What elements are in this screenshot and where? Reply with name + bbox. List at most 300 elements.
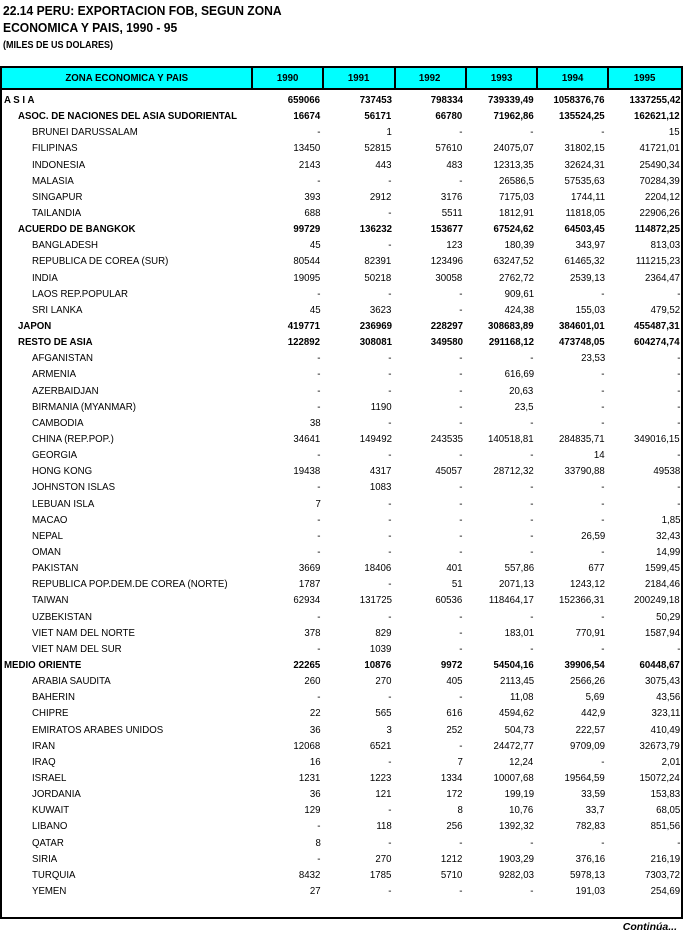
value-text: 1039 (370, 642, 392, 655)
value-cell-1994 (537, 786, 608, 802)
table-row-country (2, 302, 681, 318)
value-text: 60536 (435, 594, 463, 607)
value-text: - (317, 642, 321, 655)
value-text: 1223 (370, 771, 392, 784)
value-cell-1993 (466, 286, 537, 302)
row-label-text: OMAN (32, 546, 61, 558)
value-cell-1991 (323, 479, 394, 495)
value-cell-1992 (395, 399, 466, 415)
value-cell-1992 (395, 770, 466, 786)
value-text: 1744,11 (570, 190, 605, 203)
value-cell-1992 (395, 124, 466, 140)
value-cell-1993 (466, 705, 537, 721)
row-label-text: BAHERIN (32, 691, 75, 704)
value-cell-1992 (395, 738, 466, 754)
row-label (2, 302, 252, 318)
value-cell-1991 (323, 592, 394, 608)
value-cell-1994 (537, 705, 608, 721)
value-cell-1993 (466, 689, 537, 705)
value-cell-1992 (395, 786, 466, 802)
value-text: - (388, 239, 392, 252)
value-text: 123496 (430, 255, 463, 268)
value-cell-1994 (537, 318, 608, 334)
value-cell-1994 (537, 576, 608, 592)
value-cell-1992 (395, 496, 466, 512)
value-text: - (530, 416, 534, 429)
value-text: 67524,62 (493, 223, 534, 236)
value-text: 813,03 (650, 239, 680, 252)
value-cell-1991 (323, 834, 394, 850)
value-text: - (676, 287, 680, 300)
value-cell-1994 (537, 399, 608, 415)
value-cell-1994 (537, 302, 608, 318)
value-cell-1995 (608, 89, 681, 108)
value-cell-1993 (466, 512, 537, 528)
value-cell-1995 (608, 496, 681, 512)
column-header-1992: 1992 (395, 68, 466, 89)
value-text: - (459, 400, 463, 413)
row-label (2, 479, 252, 495)
row-label-text: TURQUIA (32, 868, 76, 881)
row-label-text: LAOS REP.POPULAR (32, 287, 128, 300)
value-text: - (676, 384, 680, 397)
value-text: - (601, 610, 605, 623)
value-cell-1995 (608, 641, 681, 657)
value-text: 1787 (298, 578, 321, 591)
value-text: 6521 (370, 739, 392, 752)
value-text: 199,19 (504, 788, 534, 801)
value-text: 54504,16 (493, 658, 534, 671)
value-cell-1995 (608, 867, 681, 883)
value-text: - (530, 836, 534, 849)
value-cell-1990 (252, 189, 323, 205)
title-line-1: 22.14 PERU: EXPORTACION FOB, SEGUN ZONA (3, 3, 282, 18)
value-cell-1991 (323, 512, 394, 528)
value-text: - (601, 126, 605, 139)
value-cell-1992 (395, 447, 466, 463)
row-label-text: SRI LANKA (32, 303, 83, 316)
value-cell-1990 (252, 431, 323, 447)
value-text: 2,01 (661, 755, 680, 768)
value-text: 24472,77 (493, 739, 534, 752)
value-text: 50218 (364, 271, 392, 284)
value-text: 909,61 (504, 287, 534, 300)
value-text: 68,05 (655, 804, 680, 817)
value-text: 216,19 (650, 852, 680, 865)
value-text: - (388, 691, 392, 704)
value-text: 12313,35 (493, 158, 534, 171)
value-cell-1993 (466, 818, 537, 834)
value-cell-1993 (466, 770, 537, 786)
value-cell-1990 (252, 673, 323, 689)
value-text: 22 (309, 707, 321, 720)
value-text: 129 (304, 804, 321, 817)
table-row-country (2, 609, 681, 625)
row-label-text: REPUBLICA DE COREA (SUR) (32, 255, 169, 268)
row-label (2, 350, 252, 366)
value-cell-1994 (537, 754, 608, 770)
value-text: - (530, 610, 534, 623)
value-cell-1993 (466, 802, 537, 818)
value-cell-1993 (466, 528, 537, 544)
value-cell-1991 (323, 786, 394, 802)
value-text: - (601, 546, 605, 558)
value-cell-1994 (537, 140, 608, 156)
table-row-country (2, 883, 681, 899)
value-cell-1993 (466, 641, 537, 657)
value-text: - (676, 836, 680, 849)
value-text: - (459, 739, 463, 752)
value-text: 782,83 (575, 820, 605, 833)
value-cell-1995 (608, 802, 681, 818)
row-label (2, 140, 252, 156)
value-cell-1991 (323, 609, 394, 625)
row-label (2, 108, 252, 124)
row-label (2, 576, 252, 592)
value-cell-1994 (537, 463, 608, 479)
value-text: 5978,13 (569, 868, 605, 881)
value-cell-1990 (252, 834, 323, 850)
value-cell-1992 (395, 592, 466, 608)
value-cell-1991 (323, 802, 394, 818)
value-cell-1990 (252, 318, 323, 334)
table-row-country (2, 641, 681, 657)
value-cell-1991 (323, 818, 394, 834)
row-label-text: TAIWAN (32, 594, 69, 607)
value-text: 153677 (430, 223, 463, 236)
row-label (2, 253, 252, 269)
value-text: 1083 (370, 481, 392, 494)
value-cell-1993 (466, 625, 537, 641)
value-cell-1993 (466, 867, 537, 883)
value-cell-1992 (395, 479, 466, 495)
table-row-country (2, 770, 681, 786)
value-cell-1992 (395, 544, 466, 560)
table-row-country (2, 512, 681, 528)
table-row-subzone-total (2, 108, 681, 124)
row-label-text: EMIRATOS ARABES UNIDOS (32, 723, 164, 736)
value-cell-1994 (537, 770, 608, 786)
value-text: - (676, 449, 680, 462)
value-text: - (530, 642, 534, 655)
value-text: 7303,72 (645, 868, 680, 881)
row-label-text: GEORGIA (32, 449, 78, 462)
value-cell-1993 (466, 754, 537, 770)
row-label (2, 89, 252, 108)
value-text: 9709,09 (569, 739, 605, 752)
table-row-country (2, 851, 681, 867)
value-cell-1991 (323, 302, 394, 318)
value-cell-1991 (323, 383, 394, 399)
value-text: 3669 (298, 562, 321, 575)
row-label-text: HONG KONG (32, 465, 93, 478)
value-cell-1991 (323, 689, 394, 705)
value-text: 3623 (370, 303, 392, 316)
value-cell-1992 (395, 883, 466, 899)
value-text: 25490,34 (639, 158, 680, 171)
value-cell-1991 (323, 205, 394, 221)
value-cell-1992 (395, 286, 466, 302)
value-cell-1993 (466, 189, 537, 205)
value-cell-1990 (252, 786, 323, 802)
value-text: - (530, 126, 534, 139)
value-text: 851,56 (650, 820, 680, 833)
value-cell-1990 (252, 851, 323, 867)
value-cell-1994 (537, 673, 608, 689)
value-cell-1995 (608, 124, 681, 140)
value-cell-1995 (608, 705, 681, 721)
row-label (2, 366, 252, 382)
value-text: - (459, 449, 463, 462)
value-text: - (388, 416, 392, 429)
value-cell-1990 (252, 270, 323, 286)
value-text: 236969 (359, 320, 392, 333)
value-text: 180,39 (504, 239, 534, 252)
value-cell-1992 (395, 657, 466, 673)
value-text: 99729 (293, 223, 321, 236)
value-text: 32673,79 (639, 739, 680, 752)
value-cell-1990 (252, 867, 323, 883)
row-label (2, 415, 252, 431)
value-cell-1992 (395, 350, 466, 366)
value-cell-1994 (537, 237, 608, 253)
value-text: 254,69 (650, 884, 680, 897)
row-label-text: TAILANDIA (32, 207, 82, 220)
value-cell-1991 (323, 124, 394, 140)
value-cell-1994 (537, 286, 608, 302)
value-text: 419771 (288, 320, 321, 333)
row-label (2, 689, 252, 705)
value-cell-1993 (466, 609, 537, 625)
value-text: 270 (375, 852, 392, 865)
row-label-text: PAKISTAN (32, 562, 79, 575)
row-label (2, 802, 252, 818)
row-label-text: VIET NAM DEL NORTE (32, 626, 135, 639)
value-cell-1992 (395, 689, 466, 705)
row-label (2, 754, 252, 770)
value-text: 252 (446, 723, 463, 736)
value-text: - (459, 287, 463, 300)
value-cell-1992 (395, 802, 466, 818)
value-cell-1991 (323, 625, 394, 641)
value-text: 1334 (441, 771, 463, 784)
row-label (2, 657, 252, 673)
value-cell-1990 (252, 173, 323, 189)
value-cell-1993 (466, 576, 537, 592)
value-text: 16674 (293, 110, 321, 123)
value-text: - (601, 481, 605, 494)
value-cell-1991 (323, 576, 394, 592)
table-row-country (2, 173, 681, 189)
value-cell-1994 (537, 496, 608, 512)
table-row-country (2, 253, 681, 269)
row-label-text: QATAR (32, 836, 64, 849)
value-text: - (459, 610, 463, 623)
value-cell-1995 (608, 512, 681, 528)
row-label (2, 625, 252, 641)
row-label-text: YEMEN (32, 884, 67, 897)
value-cell-1995 (608, 366, 681, 382)
row-label (2, 738, 252, 754)
value-cell-1990 (252, 496, 323, 512)
value-cell-1993 (466, 657, 537, 673)
value-cell-1991 (323, 673, 394, 689)
value-text: 33790,88 (564, 465, 605, 478)
value-cell-1992 (395, 754, 466, 770)
value-cell-1992 (395, 609, 466, 625)
value-text: - (317, 513, 321, 526)
value-cell-1994 (537, 657, 608, 673)
value-text: 13450 (293, 142, 321, 155)
value-cell-1994 (537, 221, 608, 237)
column-header-1990: 1990 (252, 68, 323, 89)
value-text: 256 (446, 820, 463, 833)
value-cell-1994 (537, 851, 608, 867)
value-text: 162621,12 (634, 110, 680, 123)
value-text: 11,08 (510, 691, 534, 704)
value-text: 63247,52 (493, 255, 534, 268)
row-label-text: RESTO DE ASIA (18, 336, 93, 349)
value-cell-1990 (252, 560, 323, 576)
value-text: 8 (315, 836, 321, 849)
value-cell-1995 (608, 221, 681, 237)
value-text: - (317, 287, 321, 300)
value-cell-1994 (537, 609, 608, 625)
value-cell-1993 (466, 431, 537, 447)
value-text: - (317, 368, 321, 381)
value-text: 739339,49 (488, 94, 534, 107)
value-cell-1991 (323, 867, 394, 883)
value-text: 56171 (364, 110, 392, 123)
row-label-text: VIET NAM DEL SUR (32, 642, 122, 655)
value-cell-1991 (323, 770, 394, 786)
value-cell-1995 (608, 770, 681, 786)
table-row-country (2, 802, 681, 818)
value-text: - (676, 497, 680, 510)
value-text: 22906,26 (639, 207, 680, 220)
value-cell-1992 (395, 851, 466, 867)
row-label-text: JOHNSTON ISLAS (32, 481, 116, 494)
value-text: 405 (446, 675, 463, 688)
value-cell-1994 (537, 721, 608, 737)
value-cell-1991 (323, 544, 394, 560)
value-text: - (388, 449, 392, 462)
value-text: - (676, 352, 680, 365)
value-cell-1994 (537, 883, 608, 899)
table-row-country (2, 689, 681, 705)
value-cell-1990 (252, 237, 323, 253)
value-text: - (459, 303, 463, 316)
value-cell-1995 (608, 883, 681, 899)
row-label (2, 867, 252, 883)
table-row-country (2, 834, 681, 850)
value-cell-1991 (323, 173, 394, 189)
row-label-text: ARABIA SAUDITA (32, 675, 111, 688)
value-cell-1993 (466, 447, 537, 463)
value-text: - (317, 852, 321, 865)
value-text: 349580 (430, 336, 463, 349)
value-cell-1992 (395, 189, 466, 205)
row-label (2, 592, 252, 608)
value-cell-1994 (537, 447, 608, 463)
value-text: 222,57 (575, 723, 605, 736)
value-text: - (388, 610, 392, 623)
value-text: 473748,05 (559, 336, 605, 349)
value-cell-1990 (252, 576, 323, 592)
value-cell-1990 (252, 657, 323, 673)
value-cell-1991 (323, 415, 394, 431)
value-text: 30058 (435, 271, 463, 284)
row-label (2, 496, 252, 512)
value-text: 604274,74 (634, 336, 680, 349)
value-text: 41721,01 (639, 142, 680, 155)
value-text: 51 (451, 578, 463, 591)
value-text: 2762,72 (498, 271, 534, 284)
value-cell-1990 (252, 705, 323, 721)
value-cell-1992 (395, 431, 466, 447)
value-text: 183,01 (504, 626, 534, 639)
row-label (2, 851, 252, 867)
row-label (2, 286, 252, 302)
value-text: 52815 (364, 142, 392, 155)
table-row-subzone-total (2, 221, 681, 237)
value-text: 3075,43 (645, 675, 680, 688)
row-label (2, 544, 252, 560)
value-cell-1992 (395, 560, 466, 576)
value-text: - (530, 497, 534, 510)
value-cell-1995 (608, 609, 681, 625)
row-label (2, 270, 252, 286)
value-text: 1587,94 (645, 626, 680, 639)
value-cell-1991 (323, 399, 394, 415)
value-cell-1995 (608, 350, 681, 366)
row-label-text: ACUERDO DE BANGKOK (18, 223, 136, 236)
row-label-text: AZERBAIDJAN (32, 384, 99, 397)
value-text: 1 (386, 126, 392, 139)
value-text: 770,91 (575, 626, 605, 639)
value-cell-1990 (252, 205, 323, 221)
row-label (2, 834, 252, 850)
value-cell-1994 (537, 641, 608, 657)
value-cell-1990 (252, 479, 323, 495)
value-text: - (530, 481, 534, 494)
row-label (2, 205, 252, 221)
value-text: 135524,25 (559, 110, 605, 123)
row-label (2, 334, 252, 350)
value-cell-1993 (466, 738, 537, 754)
value-cell-1994 (537, 544, 608, 560)
value-text: - (388, 174, 392, 187)
value-text: 27 (309, 884, 321, 897)
value-text: - (459, 642, 463, 655)
value-cell-1992 (395, 867, 466, 883)
value-cell-1991 (323, 89, 394, 108)
value-cell-1993 (466, 399, 537, 415)
table-row-country (2, 366, 681, 382)
value-text: 483 (446, 158, 463, 171)
value-cell-1992 (395, 157, 466, 173)
export-table-container (0, 66, 683, 919)
value-cell-1990 (252, 366, 323, 382)
row-label-text: ASOC. DE NACIONES DEL ASIA SUDORIENTAL (18, 110, 237, 123)
value-text: - (388, 497, 392, 510)
value-text: - (601, 384, 605, 397)
value-text: 136232 (359, 223, 392, 236)
row-label-text: JAPON (18, 320, 52, 333)
value-cell-1993 (466, 415, 537, 431)
row-label-text: MACAO (32, 513, 68, 526)
value-text: 443 (375, 158, 392, 171)
